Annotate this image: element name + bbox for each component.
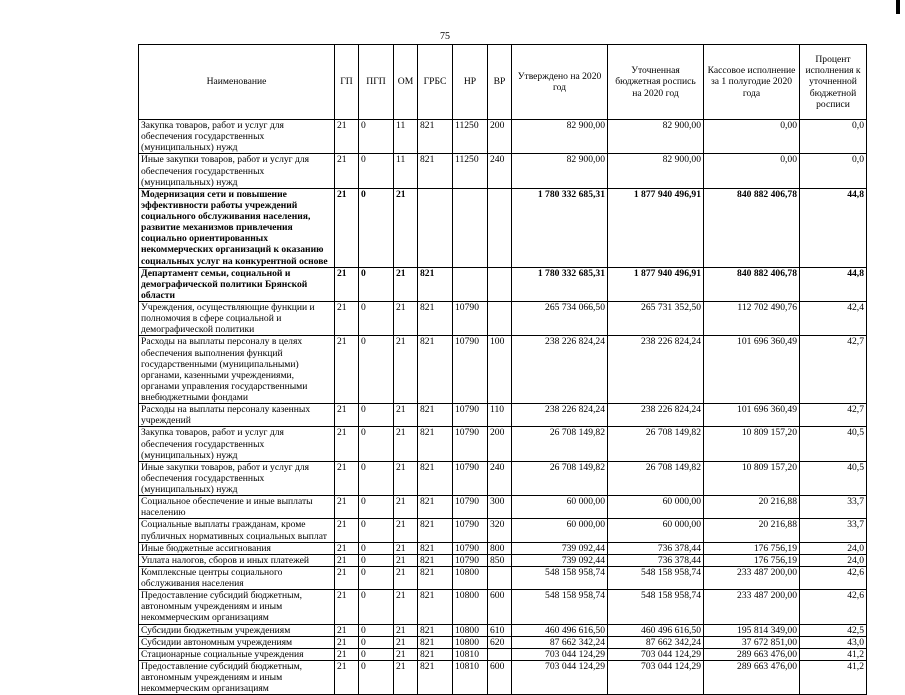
cell-percent: 42,6 <box>800 590 867 624</box>
cell-approved: 548 158 958,74 <box>512 566 608 589</box>
cell-grbs: 821 <box>418 302 453 336</box>
cell-name: Иные закупки товаров, работ и услуг для обеспечения государственных (муниципальных) нужд <box>139 154 335 188</box>
cell-gp: 21 <box>335 120 359 154</box>
cell-np: 10800 <box>453 566 488 589</box>
cell-pgp: 0 <box>359 660 394 694</box>
cell-approved: 60 000,00 <box>512 519 608 542</box>
cell-pgp: 0 <box>359 648 394 660</box>
cell-refined: 548 158 958,74 <box>608 566 704 589</box>
cell-np: 10790 <box>453 302 488 336</box>
cell-om: 21 <box>394 648 418 660</box>
cell-om: 21 <box>394 336 418 404</box>
cell-gp: 21 <box>335 554 359 566</box>
table-row <box>139 154 867 188</box>
col-header-cash: Кассовое исполнение за 1 полугодие 2020 года <box>704 45 800 120</box>
cell-gp: 21 <box>335 566 359 589</box>
col-header-np: НР <box>453 45 488 120</box>
cell-np <box>453 188 488 267</box>
cell-approved: 26 708 149,82 <box>512 461 608 495</box>
cell-vr: 800 <box>488 542 512 554</box>
table-row <box>139 542 867 554</box>
cell-approved: 26 708 149,82 <box>512 427 608 461</box>
cell-cash: 0,00 <box>704 154 800 188</box>
cell-om: 21 <box>394 566 418 589</box>
cell-vr: 240 <box>488 461 512 495</box>
cell-name: Иные закупки товаров, работ и услуг для обеспечения государственных (муниципальных) нужд <box>139 461 335 495</box>
cell-om: 21 <box>394 624 418 636</box>
table-row <box>139 554 867 566</box>
cell-np: 10790 <box>453 496 488 519</box>
cell-cash: 112 702 490,76 <box>704 302 800 336</box>
cell-refined: 82 900,00 <box>608 120 704 154</box>
cell-pgp: 0 <box>359 427 394 461</box>
cell-np <box>453 267 488 301</box>
table-row <box>139 660 867 694</box>
cell-om: 21 <box>394 188 418 267</box>
cell-pgp: 0 <box>359 302 394 336</box>
cell-gp: 21 <box>335 636 359 648</box>
page-number: 75 <box>440 31 450 42</box>
cell-percent: 44,8 <box>800 188 867 267</box>
cell-refined: 82 900,00 <box>608 154 704 188</box>
cell-percent: 41,2 <box>800 648 867 660</box>
cell-om: 21 <box>394 590 418 624</box>
cell-percent: 41,2 <box>800 660 867 694</box>
cell-gp: 21 <box>335 624 359 636</box>
table-row <box>139 120 867 154</box>
cell-grbs: 821 <box>418 427 453 461</box>
cell-cash: 840 882 406,78 <box>704 267 800 301</box>
cell-pgp: 0 <box>359 496 394 519</box>
cell-np: 10790 <box>453 427 488 461</box>
cell-pgp: 0 <box>359 636 394 648</box>
cell-vr: 240 <box>488 154 512 188</box>
cell-om: 21 <box>394 554 418 566</box>
cell-vr <box>488 566 512 589</box>
cell-grbs: 821 <box>418 648 453 660</box>
cell-pgp: 0 <box>359 404 394 427</box>
cell-refined: 60 000,00 <box>608 519 704 542</box>
cell-grbs: 821 <box>418 336 453 404</box>
cell-refined: 736 378,44 <box>608 554 704 566</box>
cell-approved: 87 662 342,24 <box>512 636 608 648</box>
cell-np: 10810 <box>453 660 488 694</box>
cell-cash: 37 672 851,00 <box>704 636 800 648</box>
cell-cash: 10 809 157,20 <box>704 427 800 461</box>
cell-percent: 40,5 <box>800 461 867 495</box>
cell-refined: 26 708 149,82 <box>608 461 704 495</box>
cell-refined: 1 877 940 496,91 <box>608 188 704 267</box>
table-row <box>139 267 867 301</box>
cell-vr: 200 <box>488 120 512 154</box>
cell-name: Социальные выплаты гражданам, кроме публичных нормативных социальных выплат <box>139 519 335 542</box>
budget-table <box>138 44 867 695</box>
cell-np: 10800 <box>453 590 488 624</box>
cell-percent: 42,4 <box>800 302 867 336</box>
cell-grbs: 821 <box>418 496 453 519</box>
cell-pgp: 0 <box>359 461 394 495</box>
cell-np: 10790 <box>453 519 488 542</box>
col-header-refined: Уточненная бюджетная роспись на 2020 год <box>608 45 704 120</box>
col-header-name: Наименование <box>139 45 335 120</box>
cell-name: Предоставление субсидий бюджетным, автономным учреждениям и иным некоммерческим организациям <box>139 590 335 624</box>
col-header-pgp: ПГП <box>359 45 394 120</box>
cell-gp: 21 <box>335 660 359 694</box>
cell-grbs: 821 <box>418 461 453 495</box>
cell-vr <box>488 188 512 267</box>
cell-om: 21 <box>394 267 418 301</box>
cell-om: 21 <box>394 496 418 519</box>
cell-np: 10800 <box>453 624 488 636</box>
cell-approved: 1 780 332 685,31 <box>512 267 608 301</box>
cell-name: Закупка товаров, работ и услуг для обеспечения государственных (муниципальных) нужд <box>139 120 335 154</box>
cell-gp: 21 <box>335 542 359 554</box>
cell-np: 10790 <box>453 461 488 495</box>
cell-gp: 21 <box>335 590 359 624</box>
cell-grbs: 821 <box>418 590 453 624</box>
cell-om: 21 <box>394 427 418 461</box>
cell-name: Субсидии автономным учреждениям <box>139 636 335 648</box>
cell-grbs: 821 <box>418 660 453 694</box>
cell-percent: 42,7 <box>800 404 867 427</box>
cell-vr: 110 <box>488 404 512 427</box>
cell-name: Департамент семьи, социальной и демографической политики Брянской области <box>139 267 335 301</box>
cell-grbs: 821 <box>418 566 453 589</box>
cell-percent: 33,7 <box>800 496 867 519</box>
cell-name: Социальное обеспечение и иные выплаты населению <box>139 496 335 519</box>
cell-pgp: 0 <box>359 120 394 154</box>
cell-pgp: 0 <box>359 336 394 404</box>
cell-cash: 840 882 406,78 <box>704 188 800 267</box>
cell-gp: 21 <box>335 648 359 660</box>
cell-om: 21 <box>394 461 418 495</box>
cell-name: Стационарные социальные учреждения <box>139 648 335 660</box>
cell-percent: 33,7 <box>800 519 867 542</box>
cell-np: 10790 <box>453 336 488 404</box>
cell-cash: 101 696 360,49 <box>704 336 800 404</box>
cell-pgp: 0 <box>359 154 394 188</box>
cell-approved: 82 900,00 <box>512 120 608 154</box>
table-body <box>139 120 867 695</box>
cell-np: 11250 <box>453 120 488 154</box>
cell-percent: 24,0 <box>800 542 867 554</box>
cell-name: Комплексные центры социального обслуживания населения <box>139 566 335 589</box>
cell-approved: 460 496 616,50 <box>512 624 608 636</box>
cell-refined: 703 044 124,29 <box>608 660 704 694</box>
table-row <box>139 188 867 267</box>
cell-approved: 1 780 332 685,31 <box>512 188 608 267</box>
cell-np: 11250 <box>453 154 488 188</box>
cell-percent: 24,0 <box>800 554 867 566</box>
cell-vr: 620 <box>488 636 512 648</box>
cell-grbs: 821 <box>418 120 453 154</box>
cell-cash: 20 216,88 <box>704 519 800 542</box>
cell-om: 21 <box>394 636 418 648</box>
cell-grbs <box>418 188 453 267</box>
cell-cash: 233 487 200,00 <box>704 590 800 624</box>
cell-refined: 60 000,00 <box>608 496 704 519</box>
cell-percent: 0,0 <box>800 120 867 154</box>
cell-np: 10790 <box>453 542 488 554</box>
cell-gp: 21 <box>335 302 359 336</box>
col-header-om: ОМ <box>394 45 418 120</box>
cell-cash: 289 663 476,00 <box>704 648 800 660</box>
cell-cash: 176 756,19 <box>704 554 800 566</box>
cell-pgp: 0 <box>359 590 394 624</box>
scan-edge-mark <box>896 0 900 14</box>
cell-vr: 200 <box>488 427 512 461</box>
cell-grbs: 821 <box>418 519 453 542</box>
cell-om: 21 <box>394 660 418 694</box>
cell-name: Уплата налогов, сборов и иных платежей <box>139 554 335 566</box>
cell-refined: 26 708 149,82 <box>608 427 704 461</box>
cell-vr <box>488 648 512 660</box>
cell-gp: 21 <box>335 427 359 461</box>
cell-name: Модернизация сети и повышение эффективности работы учреждений социального обслуживания населения, развитие механизмов привлечения социально ориентированных некоммерческих организаций к оказанию социальных услуг на конкурентной основе <box>139 188 335 267</box>
cell-name: Расходы на выплаты персоналу казенных учреждений <box>139 404 335 427</box>
cell-percent: 0,0 <box>800 154 867 188</box>
cell-pgp: 0 <box>359 566 394 589</box>
cell-np: 10810 <box>453 648 488 660</box>
cell-pgp: 0 <box>359 624 394 636</box>
table-row <box>139 496 867 519</box>
cell-om: 21 <box>394 519 418 542</box>
cell-name: Расходы на выплаты персоналу в целях обеспечения выполнения функций государственными (муниципальными) органами, казенными учреждениями, органами управления государственными внебюджетными фондами <box>139 336 335 404</box>
cell-vr: 600 <box>488 590 512 624</box>
cell-approved: 82 900,00 <box>512 154 608 188</box>
cell-pgp: 0 <box>359 188 394 267</box>
cell-gp: 21 <box>335 519 359 542</box>
col-header-percent: Процент исполнения к уточненной бюджетной росписи <box>800 45 867 120</box>
cell-percent: 42,5 <box>800 624 867 636</box>
cell-pgp: 0 <box>359 267 394 301</box>
cell-gp: 21 <box>335 336 359 404</box>
cell-approved: 548 158 958,74 <box>512 590 608 624</box>
cell-percent: 42,6 <box>800 566 867 589</box>
table-row <box>139 648 867 660</box>
col-header-approved: Утверждено на 2020 год <box>512 45 608 120</box>
table-row <box>139 336 867 404</box>
cell-name: Субсидии бюджетным учреждениям <box>139 624 335 636</box>
cell-grbs: 821 <box>418 267 453 301</box>
cell-cash: 20 216,88 <box>704 496 800 519</box>
table-row <box>139 427 867 461</box>
cell-name: Иные бюджетные ассигнования <box>139 542 335 554</box>
cell-gp: 21 <box>335 188 359 267</box>
table-header-row <box>139 45 867 120</box>
cell-gp: 21 <box>335 267 359 301</box>
cell-percent: 43,0 <box>800 636 867 648</box>
cell-om: 21 <box>394 404 418 427</box>
cell-cash: 289 663 476,00 <box>704 660 800 694</box>
cell-name: Предоставление субсидий бюджетным, автономным учреждениям и иным некоммерческим организациям <box>139 660 335 694</box>
cell-gp: 21 <box>335 496 359 519</box>
cell-grbs: 821 <box>418 554 453 566</box>
cell-vr: 600 <box>488 660 512 694</box>
cell-vr <box>488 267 512 301</box>
table-row <box>139 566 867 589</box>
col-header-vr: ВР <box>488 45 512 120</box>
cell-approved: 739 092,44 <box>512 542 608 554</box>
cell-approved: 703 044 124,29 <box>512 660 608 694</box>
table-row <box>139 519 867 542</box>
cell-refined: 265 731 352,50 <box>608 302 704 336</box>
table-row <box>139 302 867 336</box>
cell-vr: 610 <box>488 624 512 636</box>
table-row <box>139 624 867 636</box>
cell-vr <box>488 302 512 336</box>
cell-approved: 238 226 824,24 <box>512 404 608 427</box>
cell-refined: 1 877 940 496,91 <box>608 267 704 301</box>
cell-pgp: 0 <box>359 554 394 566</box>
cell-percent: 44,8 <box>800 267 867 301</box>
cell-cash: 10 809 157,20 <box>704 461 800 495</box>
cell-grbs: 821 <box>418 636 453 648</box>
cell-grbs: 821 <box>418 404 453 427</box>
cell-name: Учреждения, осуществляющие функции и полномочия в сфере социальной и демографической политики <box>139 302 335 336</box>
cell-refined: 736 378,44 <box>608 542 704 554</box>
cell-om: 21 <box>394 302 418 336</box>
cell-np: 10790 <box>453 404 488 427</box>
cell-cash: 195 814 349,00 <box>704 624 800 636</box>
cell-refined: 460 496 616,50 <box>608 624 704 636</box>
table-row <box>139 636 867 648</box>
cell-om: 11 <box>394 154 418 188</box>
table-row <box>139 461 867 495</box>
cell-grbs: 821 <box>418 154 453 188</box>
cell-refined: 548 158 958,74 <box>608 590 704 624</box>
cell-refined: 87 662 342,24 <box>608 636 704 648</box>
cell-grbs: 821 <box>418 542 453 554</box>
cell-approved: 60 000,00 <box>512 496 608 519</box>
cell-approved: 238 226 824,24 <box>512 336 608 404</box>
cell-pgp: 0 <box>359 519 394 542</box>
col-header-gp: ГП <box>335 45 359 120</box>
cell-om: 21 <box>394 542 418 554</box>
table-row <box>139 404 867 427</box>
cell-cash: 101 696 360,49 <box>704 404 800 427</box>
cell-approved: 739 092,44 <box>512 554 608 566</box>
cell-refined: 238 226 824,24 <box>608 404 704 427</box>
cell-cash: 176 756,19 <box>704 542 800 554</box>
cell-om: 11 <box>394 120 418 154</box>
cell-gp: 21 <box>335 154 359 188</box>
table-row <box>139 590 867 624</box>
cell-percent: 42,7 <box>800 336 867 404</box>
cell-np: 10790 <box>453 554 488 566</box>
cell-approved: 703 044 124,29 <box>512 648 608 660</box>
cell-grbs: 821 <box>418 624 453 636</box>
cell-cash: 233 487 200,00 <box>704 566 800 589</box>
cell-approved: 265 734 066,50 <box>512 302 608 336</box>
cell-refined: 238 226 824,24 <box>608 336 704 404</box>
cell-gp: 21 <box>335 404 359 427</box>
cell-vr: 850 <box>488 554 512 566</box>
cell-pgp: 0 <box>359 542 394 554</box>
cell-percent: 40,5 <box>800 427 867 461</box>
cell-refined: 703 044 124,29 <box>608 648 704 660</box>
cell-cash: 0,00 <box>704 120 800 154</box>
cell-vr: 100 <box>488 336 512 404</box>
col-header-grbs: ГРБС <box>418 45 453 120</box>
cell-name: Закупка товаров, работ и услуг для обеспечения государственных (муниципальных) нужд <box>139 427 335 461</box>
cell-vr: 300 <box>488 496 512 519</box>
cell-gp: 21 <box>335 461 359 495</box>
cell-vr: 320 <box>488 519 512 542</box>
cell-np: 10800 <box>453 636 488 648</box>
